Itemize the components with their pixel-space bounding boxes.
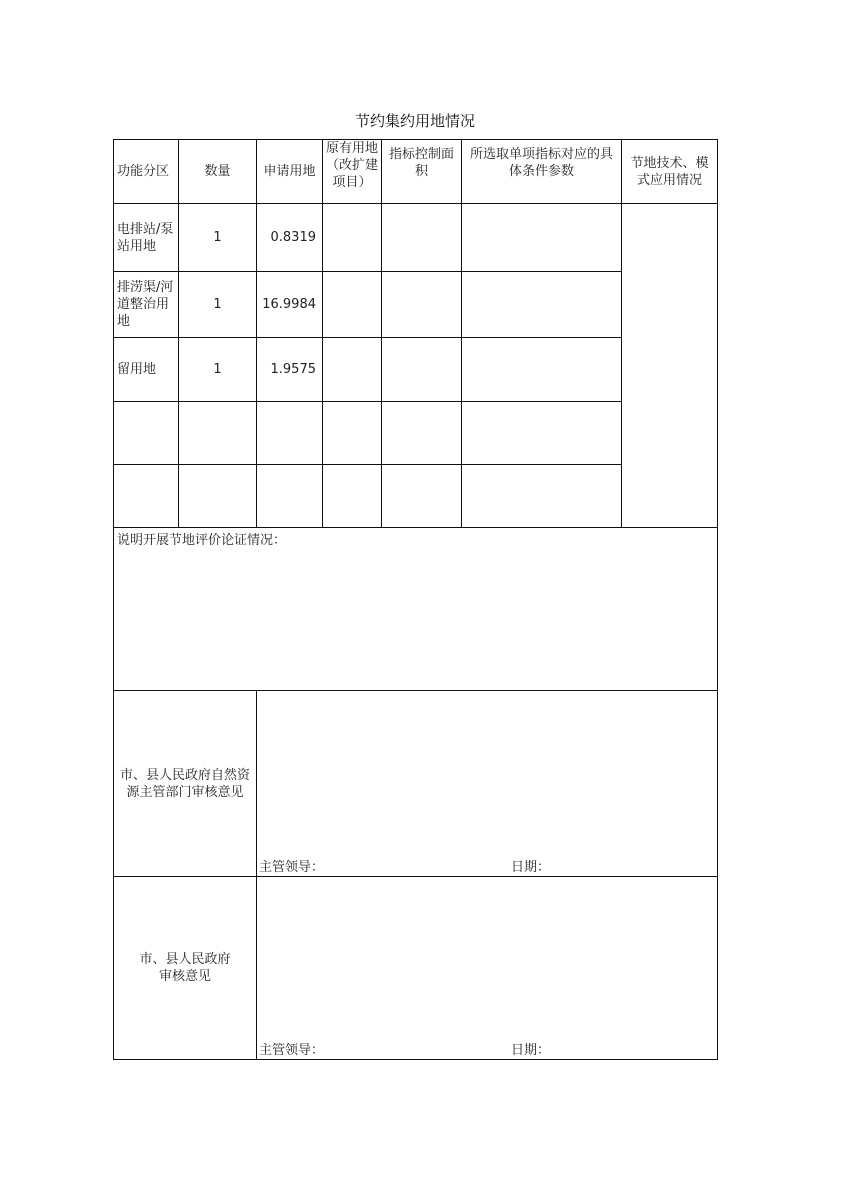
- cell-applied-land[interactable]: 1.9575: [257, 338, 323, 402]
- cell-quantity[interactable]: [179, 465, 257, 528]
- review-row-natural-resources: [114, 691, 718, 877]
- cell-quantity[interactable]: 1: [179, 338, 257, 402]
- cell-original-land[interactable]: [323, 272, 382, 338]
- header-index-area: 指标控制面积: [382, 140, 462, 204]
- leader-label: 主管领导：: [259, 1043, 325, 1058]
- cell-zone[interactable]: 排涝渠/河道整治用地: [114, 272, 179, 338]
- table-row: [114, 204, 718, 272]
- review-row-government: [114, 877, 718, 1060]
- header-quantity: 数量: [179, 140, 257, 204]
- cell-applied-land[interactable]: 0.8319: [257, 204, 323, 272]
- review-label-natural-resources: 市、县人民政府自然资源主管部门审核意见: [114, 691, 257, 877]
- cell-params[interactable]: [462, 465, 622, 528]
- leader-label: 主管领导：: [259, 860, 325, 875]
- cell-quantity[interactable]: 1: [179, 272, 257, 338]
- header-params: 所选取单项指标对应的具体条件参数: [462, 140, 622, 204]
- cell-zone[interactable]: [114, 465, 179, 528]
- cell-zone[interactable]: [114, 402, 179, 465]
- cell-params[interactable]: [462, 272, 622, 338]
- cell-zone[interactable]: 留用地: [114, 338, 179, 402]
- cell-index-area[interactable]: [382, 402, 462, 465]
- cell-applied-land[interactable]: 16.9984: [257, 272, 323, 338]
- cell-quantity[interactable]: [179, 402, 257, 465]
- date-label: 日期：: [511, 860, 551, 875]
- evaluation-note-row: [114, 528, 718, 691]
- cell-params[interactable]: [462, 204, 622, 272]
- document-title: 节约集约用地情况: [354, 112, 475, 130]
- cell-tech-merged[interactable]: [622, 204, 718, 528]
- cell-original-land[interactable]: [323, 204, 382, 272]
- cell-params[interactable]: [462, 338, 622, 402]
- header-applied-land: 申请用地: [257, 140, 323, 204]
- cell-index-area[interactable]: [382, 204, 462, 272]
- header-row: [114, 140, 718, 204]
- header-zone: 功能分区: [114, 140, 179, 204]
- header-tech: 节地技术、模式应用情况: [622, 140, 718, 204]
- review-opinion-natural-resources[interactable]: [257, 691, 718, 877]
- cell-index-area[interactable]: [382, 338, 462, 402]
- review-label-government: 市、县人民政府审核意见: [114, 877, 257, 1060]
- review-opinion-government[interactable]: [257, 877, 718, 1060]
- header-original-land: [323, 140, 382, 204]
- cell-params[interactable]: [462, 402, 622, 465]
- cell-original-land[interactable]: [323, 338, 382, 402]
- header-original-land-text: 原有用地（改扩建项目）: [326, 141, 378, 190]
- cell-quantity[interactable]: 1: [179, 204, 257, 272]
- land-use-table: [113, 139, 718, 1060]
- date-label: 日期：: [511, 1043, 551, 1058]
- evaluation-note-label: 说明开展节地评价论证情况：: [117, 533, 287, 548]
- cell-index-area[interactable]: [382, 465, 462, 528]
- evaluation-note-cell[interactable]: [114, 528, 718, 691]
- cell-index-area[interactable]: [382, 272, 462, 338]
- cell-zone[interactable]: 电排站/泵站用地: [114, 204, 179, 272]
- cell-original-land[interactable]: [323, 402, 382, 465]
- cell-applied-land[interactable]: [257, 465, 323, 528]
- cell-applied-land[interactable]: [257, 402, 323, 465]
- cell-original-land[interactable]: [323, 465, 382, 528]
